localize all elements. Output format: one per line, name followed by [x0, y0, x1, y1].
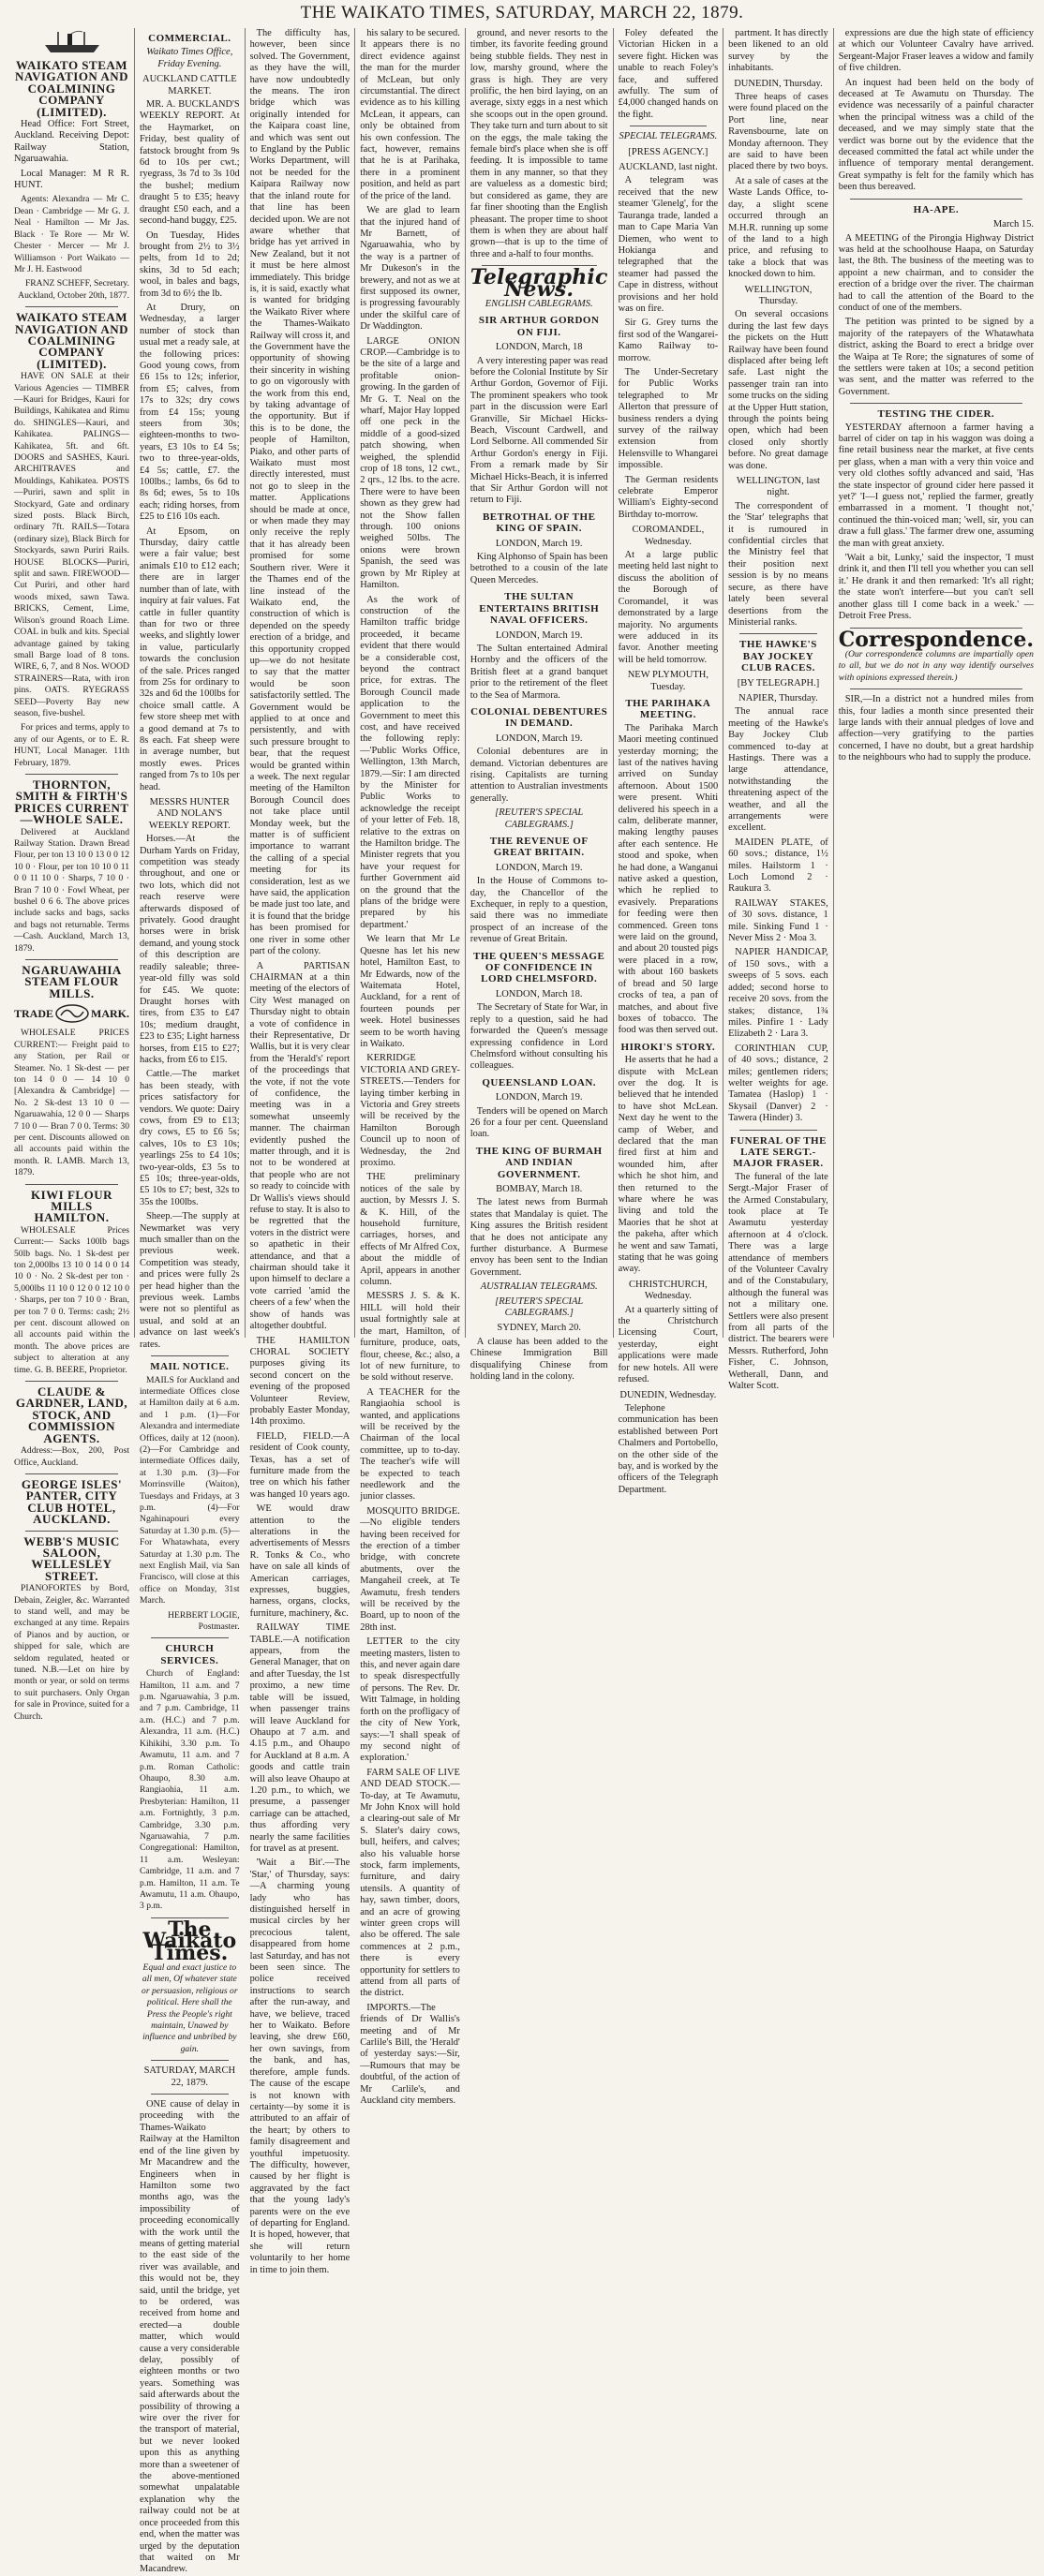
news-dateline: SYDNEY, March 20. [497, 1323, 581, 1334]
column-6-special-telegrams [613, 28, 723, 1495]
trade-label: TRADE [14, 1007, 54, 1021]
column-4-local-news [354, 28, 465, 2107]
news-headline: HIROKI'S STORY. [620, 1041, 716, 1053]
news-paragraph: King Alphonso of Spain has been betrothed to a cousin of the late Queen Mercedes. [470, 552, 608, 585]
church-services-body: Church of England: Hamilton, 11 a.m. and 7 p.m. Ngaruawahia, 3 p.m. and 7 p.m. Cambridge, 11 a.m. (H.C.) and 7 p.m. Alexandra, 11 a.m. (H.C.) Kihikihi, 3.30 p.m. To Awamutu, 11 a.m. and 7 p.m. Roman Catholic: Ohaupo, 8.30 a.m. Rangiaohia, 11 a.m. Presbyterian: Hamilton, 11 a.m. Fortnightly, 3 p.m. Cambridge, 3.30 p.m. Ngaruawahia, 7 p.m. Congregational: Hamilton, 11 a.m. Wesleyan: Cambridge, 11 a.m. and 7 p.m. Hamilton, 11 a.m. Te Awamutu, 11 a.m. Ohaupo, 3 p.m. [140, 1668, 240, 1912]
news-headline: COLONIAL DEBENTURES IN DEMAND. [470, 705, 608, 730]
divider [25, 959, 118, 960]
article-paragraph: THE preliminary notices of the sale by auction, by Messrs J. S. & K. Hill, of the household furniture, carriages, horses, and effects of Mr Alfred Cox, about the middle of April, appears in another column. [360, 1172, 460, 1288]
article-paragraph: At Epsom, on Thursday, dairy cattle were a fair value; best animals £10 to £12 each; there are in larger number than of late, with inquiry at fair values. Fat cattle in fuller quantity than for two or three weeks, and slightly lower in value, particularly towards the conclusion of the sale. Prices ranged from 25s for ordinary to 32s and 6d the 100lbs for choice small cattle. A few store sheep met with a good demand at 7s to 8s each. Fat sheep were in average number, but mostly ewes. Prices ranged from 7s to 10s per head. [140, 526, 240, 792]
ad-claude-gardner-body: Address:—Box, 200, Post Office, Auckland. [14, 1445, 130, 1468]
news-paragraph: 'Wait a bit, Lunky,' said the inspector, 'I must drink it, and then I'll tell you whether you can sell it.' He drank it and then remarked: 'It's all right; the state won't interfere—but you can't sell another glass till I come back in a week.' — Detroit Free Press. [838, 553, 1034, 622]
trade-mark [14, 1003, 129, 1024]
steamship-icon [39, 30, 105, 56]
news-dateline: LONDON, March 19. [495, 629, 583, 641]
article-paragraph: A PARTISAN CHAIRMAN at a thin meeting of the electors of City West managed on Thursday night to obtain a vote of confidence in their Representative, Dr Wallis, but it is very clear from the 'Herald's' report of the proceedings that the vote, if not the vote of confidence, the meeting was in a somewhat unseemly manner. The chairman evidently pushed the matter through, and it is not to be wondered at that people who are not so ready to coincide with Dr Wallis's views should refuse to stay. It is also to be regretted that the voters in the district were so apathetic in their attendance, and that a chairman should take it upon himself to declare a vote carried 'amid the cheers of a few' when the show of hands was altogether doubtful. [249, 960, 350, 1332]
news-headline: SIR ARTHUR GORDON ON FIJI. [478, 315, 600, 338]
ad-thornton-body: Delivered at Auckland Railway Station. Drawn Bread Flour, per ton 13 10 0 13 0 0 12 10 0 · Flour, per ton 10 10 0 11 0 0 11 10 0 · Sharps, 7 10 0 · Bran 7 10 0 · Fowl Wheat, per bushel 0 6 6. The above prices include sacks and bags, sacks and bags not returnable. Terms—Cash. Auckland, March 13, 1879. [14, 826, 130, 954]
article-paragraph: FARM SALE OF LIVE AND DEAD STOCK.—To-day, at Te Awamutu, Mr John Knox will hold a clearing-out sale of Mr S. Slater's dairy cows, bull, heifers, and calves; also his valuable horse stock, farm implements, furniture, and dairy utensils. A quantity of hay, sawn timber, doors, and an acre of growing winter green crops will also be offered. The sale commences at 2 p.m., there is every opportunity for settlers to attend from all parts of the district. [360, 1767, 460, 1999]
news-paragraph: The Under-Secretary for Public Works telegraphed to Mr Allerton that pressure of business renders a dying survey of the railway extension from Helensville to Whangarei impossible. [618, 366, 719, 471]
column-7-provincial-news [723, 28, 833, 1392]
news-paragraph: The annual race meeting of the Hawke's Bay Jockey Club commenced to-day at Hastings. There was a large attendance, notwithstanding the threatening aspect of the weather, and all the arrangements were excellent. [728, 706, 828, 834]
divider [25, 306, 118, 307]
news-paragraph: Telephone communication has been established between Port Chalmers and Portobello, on the other side of the bay, and is worked by the officers of the Telegraph Department. [618, 1402, 719, 1495]
news-dateline: DUNEDIN, Thursday. [734, 78, 823, 89]
commercial-heading: COMMERCIAL. [148, 33, 231, 44]
article-paragraph: At Drury, on Wednesday, a larger number of stock than usual met a ready sale, at the following prices: Good young cows, from £6 15s to 12s; inferior, from £5; calves, from 17s to 32s; dry cows from £4 15s; young steers from 30s; eighteen-months to two-years, £3 10s to £4 5s; two to three-year-olds, £4 5s; cattle, £7. the 100lbs.; lambs, 6s 6d to 8s 6d; ewes, 5s to 10s each; riding horses, from £25 to £16 10s each. [140, 302, 240, 523]
editorial-paragraph: ONE cause of delay in proceeding with the Thames-Waikato Railway at the Hamilton end of the line given by Mr Macandrew and the Engineers when in Hamilton some two months ago, was the impossibility of proceeding economically with the work until the means of getting material to the east side of the river was available, and this would not be, they said, until the bridge, yet to be ordered, was received from home and erected—a double matter, which would cause a very considerable delay, possibly of eighteen months or two years. Something was said afterwards about the possibility of throwing a wire over the river for the transport of material, but we never looked upon this as anything more than a sweetener of the above-mentioned somewhat unpalatable explanation why the railway could not be at once proceeded from this end, when the matter was urged by the deputation that waited on Mr Macandrew. [140, 2099, 240, 2575]
news-dateline: AUCKLAND, last night. [619, 162, 718, 173]
news-headline: THE PARIHAKA MEETING. [625, 697, 711, 721]
article-paragraph: As the work of construction of the Hamilton traffic bridge proceeded, it became evident that there would be a considerable cost, beyond the contract price, for extras. The Borough Council made application to the Government to meet this cost, and have received the following reply:—'Public Works Office, Wellington, 13th March, 1879.—Sir: I am directed by the Minister for Public Works to acknowledge the receipt of your letter of Feb. 18, relative to the extras on the Hamilton bridge. The Minister regrets that you have your request for further Government aid on the ground that the plans of the bridge were prepared by his department.' [360, 594, 460, 930]
news-dateline: NAPIER, Thursday. [738, 692, 818, 703]
article-paragraph: his salary to be secured. It appears there is no direct evidence against the man for the murder of McLean, but only circumstantial. The direct evidence as to his killing McLean, it appears, can only be obtained from his own confession. The fact, however, remains that he is at Parihaka, there in a prominent position, and held as part of the price of the land. [360, 28, 460, 201]
correspondence-note: (Our correspondence columns are impartially open to all, but we do not in any way identify ourselves with opinions expressed therein.) [838, 648, 1034, 683]
divider [25, 1381, 118, 1382]
ad-timber-terms: For prices and terms, apply to any of our Agents, or to E. R. HUNT, Local Manager. 11th February, 1879. [14, 722, 130, 768]
correspondence-heading: Correspondence. [838, 627, 1034, 652]
article-paragraph: THE HAMILTON CHORAL SOCIETY purposes giving its second concert on the evening of the proposed Volunteer Review, probably Easter Monday, 14th proximo. [249, 1335, 350, 1428]
mail-notice-signature: HERBERT LOGIE, Postmaster. [168, 1609, 240, 1633]
news-paragraph: The Secretary of State for War, in reply to a question, said he had forwarded the Queen's message expressing confidence in Lord Chelmsford without consulting his colleagues. [470, 1002, 608, 1072]
news-paragraph: In the House of Commons to-day, the Chancellor of the Exchequer, in reply to a question, said there was no immediate prospect of an increase of the revenue of Great Britain. [470, 876, 608, 945]
article-paragraph: LETTER to the city meeting masters, listen to this, and never again dare to speak disrespectfully of persons. The Rev. Dr. Witt Talmage, in holding forth on the profligacy of the city of New York, says:—'I shall speak of my second night of exploration.' [360, 1636, 460, 1764]
news-paragraph: At a sale of cases at the Waste Lands Office, to-day, a slight scene occurred through an M.H.R. running up some of the land to a high price, and refusing to take a block that was knocked down to him. [728, 175, 828, 280]
column-1-advertisements [9, 28, 134, 1722]
article-paragraph: We are glad to learn that the injured hand of Mr Barnett, of Ngaruawahia, who by the way is a partner of Mr Dukeson's in the brewery, and not as we at first supposed its owner, is progressing favourably under the skilful care of Dr Waddington. [360, 205, 460, 333]
masthead: THE WAIKATO TIMES, SATURDAY, MARCH 22, 1879. [300, 3, 744, 22]
news-paragraph: At a large public meeting held last night to discuss the abolition of the Borough of Coromandel, it was demonstrated by a large majority. No arguments were adduced in its favor. Another meeting will be held tomorrow. [618, 550, 719, 665]
news-paragraph: YESTERDAY afternoon a farmer having a barrel of cider on tap in his waggon was doing a fine retail business near the market, at five cents per glass, when a man with a very thin voice and very old clothes softly advanced and said, 'Has the state inspector of ground cider here passed it yet?' 'I—I guess not,' replied the farmer, greatly embarrassed in a moment. 'I thought not,' continued the thin-voiced man; 'well, sir, you can draw a full glass.' The farmer drew one, assuming the man with great anxiety. [838, 422, 1034, 549]
news-headline: THE SULTAN ENTERTAINS BRITISH NAVAL OFFICERS. [479, 591, 600, 627]
ad-kiwi-mills-title: KIWI FLOUR MILLS HAMILTON. [31, 1187, 112, 1225]
news-paragraph: Sir G. Grey turns the first sod of the Wangarei-Kamo Railway to-morrow. [618, 318, 719, 363]
news-paragraph: On several occasions during the last few days the pickets on the Hutt Railway have been found displaced after being left safe. Last night the passenger train ran into some trucks on the siding at the Upper Hutt station, through the points being open, which had been closed only shortly before. No great damage was done. [728, 309, 828, 471]
race-result: NAPIER HANDICAP, of 150 sovs., with a sweeps of 5 sovs. each added; second horse to receive 20 sovs. from the stakes; distance, 1¾ miles. Pinfire 1 · Lady Elizabeth 2 · Lara 3. [728, 947, 828, 1040]
news-headline: HA-APE. [913, 203, 960, 215]
column-8-correspondence [833, 28, 1038, 1338]
news-dateline: LONDON, March, 18 [495, 342, 583, 353]
news-paragraph: Tenders will be opened on March 26 for a four per cent. Queensland loan. [470, 1105, 608, 1140]
divider [151, 1637, 229, 1638]
article-paragraph: Cattle.—The market has been steady, with prices satisfactory for vendors. We quote: Dairy cows, from £9 to £13; dry cows, £5 to £6 5s; calves, 10s to £3 10s; yearlings 25s to £4 10s; two-year-olds, £3 5s to £5 10s; three-year-olds, £5 10s to £7; best, 32s to 35s the 100lbs. [140, 1069, 240, 1207]
news-dateline: LONDON, March 19. [495, 862, 583, 873]
article-paragraph: IMPORTS.—The friends of Dr Wallis's meeting and of Mr Carlile's Bill, the 'Herald' of yesterday says:—Sir,—Rumours that may be doubtful, of the action of Mr Carlile's, and Auckland city members. [360, 2002, 460, 2107]
divider [25, 1531, 118, 1532]
ad-thornton-title: THORNTON, SMITH & FIRTH'S PRICES CURRENT—WHOLE SALE. [14, 777, 129, 827]
news-dateline: LONDON, March 19. [495, 538, 583, 549]
news-paragraph: expressions are due the high state of efficiency at which our Volunteer Cavalry have arrived. Sergeant-Major Fraser leaves a widow and family of five children. [838, 28, 1034, 74]
column-3-editorial [245, 28, 355, 2275]
news-paragraph: At a quarterly sitting of the Christchurch Licensing Court, yesterday, eight applications were made for new hotels. All were refused. [618, 1304, 719, 1385]
divider [850, 199, 1022, 200]
ad-music-saloon-body: PIANOFORTES by Bord, Debain, Zeigler, &c. Warranted to stand well, and may be exchanged at any time. Repairs of Pianos and by auction, or shipped for sale, which are seldom regulated, heated or tuned. N.B.—Let on hire by month or year, or sold on terms to suit purchasers. Only Organ for sale in Province, suited for a Church. [14, 1583, 130, 1722]
news-dateline: March 15. [992, 219, 1034, 230]
editorial-dateline: SATURDAY, MARCH 22, 1879. [143, 2065, 236, 2088]
article-paragraph: FIELD, FIELD.—A resident of Cook county, Texas, has a set of furniture made from the tree on which his father was hanged 10 years ago. [249, 1430, 350, 1500]
news-dateline: LONDON, March 18. [495, 988, 583, 999]
divider [850, 688, 1022, 689]
reuter-subheading: [REUTER'S SPECIAL CABLEGRAMS.] [495, 1295, 584, 1319]
trade-mark-emblem-icon [53, 1003, 91, 1024]
news-paragraph: A telegram was received that the new steamer 'Glenelg', for the Tauranga trade, landed a man to Cape Maria Van Diemen, who went to Hokianga and telegraphed that the steamer had passed the Cape in distress, without provisions and her hold was on fire. [618, 175, 719, 314]
news-paragraph: The petition was printed to be signed by a majority of the ratepayers of the Whatawhata district, asking the Board to erect a bridge over the Waipa at Te Rore; the signatures of some of the settlers were taken at 10s; a second petition was sent, and the matter was referred to the Government. [838, 317, 1034, 397]
news-headline: THE QUEEN'S MESSAGE OF CONFIDENCE IN LORD CHELMSFORD. [473, 950, 605, 985]
article-paragraph: ground, and never resorts to the timber, its favorite feeding ground being stubble fields. They nest in low, marshy ground, where the grass is high. They are very prolific, the hen bird laying, on an average, sixty eggs in a nest which she scoops out in the open ground. They take turn and turn about to sit on the eggs, the male taking the female bird's place when she is off feeding. It is impossible to tame them in any manner, so that they are valueless as a domestic bird; but considered as game, they are far finer shooting than the English pheasant. The proper time to shoot them is when they are about half grown—that is up to the time of three and a-half to four months. [470, 28, 608, 259]
ad-steam-navigation-manager: Local Manager: M R R. HUNT. [14, 168, 130, 191]
ad-timber-title: WAIKATO STEAM NAVIGATION AND COALMINING COMPANY (LIMITED). [15, 310, 129, 371]
divider [25, 1473, 118, 1474]
news-headline: THE KING OF BURMAH AND INDIAN GOVERNMENT. [475, 1145, 603, 1180]
news-dateline: DUNEDIN, Wednesday. [619, 1389, 717, 1400]
divider [151, 1355, 229, 1356]
article-paragraph: RAILWAY TIME TABLE.—A notification appears, from the General Manager, that on and after Tuesday, the 1st proximo, a new time table will be issued, when passenger trains will leave Auckland for Ohaupo at 7 a.m. and 4.15 p.m., and Ohaupo for Auckland at 8 a.m. A goods and cattle train will also leave Ohaupo at 1.20 p.m., to which, we presume, a passenger carriage can be attached, thus affording very nearly the same facilities for travel as at present. [249, 1622, 350, 1854]
editorial-paragraph: The difficulty has, however, been since solved. The Government, as they have the will, have now undoubtedly the means. The iron bridge which was originally intended for the Kaipara coast line, and which was sent out to England by the Public Works Department, will not be needed for the Kaipara Railway now that the inland route for that line has been decided upon. We are not aware whether that bridge has yet arrived in New Zealand, but it not it must be here almost immediately. This bridge is, it is said, exactly what is wanted for bridging the Waikato River where the Thames-Waikato Railway will cross it, and the Government have the opportunity of showing their sincerity in wishing to go on vigorously with the work from this end, by taking advantage of the opportunity. But if this is to be done, the people of Hamilton, Piako, and other parts of Waikato must most directly interested, must not go to sleep in the matter. Applications should be made at once, or when made they may only receive the reply that it has already been promised for some Southern river. Were it the Thames end of the line instead of the Waikato end, the construction of which is depended on the speedy erection of a bridge, and this opportunity cropped up—we do not hesitate to say that the matter would be soon satisfactorily settled. The Government would be applied to at once and persistently, and with such pressure brought to bear, that the request would be granted within a week. The next regular meeting of the Hamilton Borough Council does not take place until Monday week, but the matter is of sufficient importance to warrant the calling of a special meeting for its consideration, lest as we have said, the application be made just too late, and it is found that the bridge has been promised for one river in some other part of the colony. [249, 28, 350, 957]
mark-label: MARK. [91, 1007, 130, 1021]
divider [25, 774, 118, 775]
news-paragraph: A MEETING of the Pirongia Highway District was held at the schoolhouse Haapa, on Saturday last, the 8th. The business of the meeting was to appoint a new chairman, and to consider the erection of a bridge over the river. The chairman had to call the attention of the Board to the conduct of one of the members. [838, 232, 1034, 313]
column-5-telegraphic-news [465, 28, 613, 1383]
letter-paragraph: SIR,—In a district not a hundred miles from this, four ladies a month since presented their large lands with their annual pledges of love and affection—very gratifying to the parties concerned, I have no doubt, but a great hardship to the neighbours who had to supply the produce. [838, 694, 1034, 763]
ad-timber-body: HAVE ON SALE at their Various Agencies — TIMBER—Kauri for Bridges, Kauri for Buildings, Kahikatea and Rimu do. SHINGLES—Kauri, and Kahikatea. PALINGS—Kahikatea, 5ft. and 6ft. DOORS and SASHES, Kauri. ARCHITRAVES and Mouldings, Kahikatea. POSTS—Puriri, sawn and split in Stockyard, Gate and ordinary sized posts. Black Birch, ordinary 7ft. RAILS—Totara (ordinary size), Black Birch for Stockyards, sawn Puriri Rails. HOUSE BLOCKS—Puriri, split and sawn. FIREWOOD—Cut Puriri, and other hard woods mixed, sawn Tawa. BRICKS, Cement, Lime, Wilson's ground Roach Lime. COAL in bulk and kits. Special advantage gained by taking small Barge load of 8 tons. WIRE, 6, 7, and 8 Nos. WOOD STRAINERS—Rata, with iron pins. OATS. RYEGRASS SEED—Poverty Bay new season, five-bushel. [14, 371, 130, 718]
news-paragraph: Colonial debentures are in demand. Victorian debentures are rising. Capitalists are turning attention to Australian investments generally. [470, 747, 608, 804]
paper-motto: Equal and exact justice to all men, Of whatever state or persuasion, religious or political. Here shall the Press the People's right maintain, Unawed by influence and unbribed by gain. [142, 1962, 238, 2054]
ad-steam-navigation-offices: Head Office: Fort Street, Auckland. Receiving Depot: Railway Station, Ngaruawahia. [14, 119, 130, 165]
news-headline: TESTING THE CIDER. [877, 408, 995, 421]
special-telegrams-subheading: SPECIAL TELEGRAMS. [619, 131, 718, 142]
news-dateline: WELLINGTON, last night. [736, 476, 820, 498]
news-headline: QUEENSLAND LOAN. [482, 1076, 597, 1088]
news-paragraph: He asserts that he had a dispute with McLean over the dog. It is believed that he intended to have shot McLean. Next day he went to the camp of Weber, and declared that the man fired first at him and wounded him, after which he shot him, and then returned to the whare where he was living and told the Maories that he shot at the pakeha, after which he went and saw Tamati, stating that he was going away. [618, 1055, 719, 1275]
press-agency-label: [PRESS AGENCY.] [628, 146, 708, 157]
news-paragraph: An inquest had been held on the body of deceased at Te Awamutu on Thursday. The evidence was necessarily of a painful character when the principal witness was a child of the deceased, and we may simply state that the verdict was borne out by the evidence that the deceased committed the fatal act while under the influence of temporary mental derangement. Great sympathy is felt for the family which has been thus bereaved. [838, 77, 1034, 193]
mail-notice-heading: MAIL NOTICE. [150, 1361, 230, 1373]
divider [850, 403, 1022, 404]
news-dateline: CHRISTCHURCH, Wednesday. [628, 1279, 708, 1302]
columns [9, 28, 1038, 2575]
news-headline: FUNERAL OF THE LATE SERGT.-MAJOR FRASER. [729, 1134, 827, 1170]
divider [151, 2060, 229, 2061]
ad-steam-navigation-agents: Agents: Alexandra — Mr C. Dean · Cambridge — Mr G. J. Neal · Hamilton — Mr Jas. Black · Te Rore — Mr W. Chester · Mercer — Mr J. Williamson · Port Waikato — Mr J. H. Eastwood [14, 194, 130, 274]
news-paragraph: The funeral of the late Sergt.-Major Fraser of the Armed Constabulary, took place at Te Awamutu yesterday afternoon at 4 o'clock. There was a large attendance of members of the Volunteer Cavalry and of the Constabulary, although the funeral was not a military one. Settlers were also present from all parts of the district. The bearers were Messrs. Rutherford, John Fisher, C. Johnson, Wetherall, Dann, and Walter Scott. [728, 1171, 828, 1392]
article-paragraph: On Tuesday, Hides brought from 2½ to 3½ pelts, from 1d to 2d; skins, 3d to 5d each; wool, in bales and bags, from 3d to 6½ the lb. [140, 229, 240, 299]
reuter-subheading: [REUTER'S SPECIAL CABLEGRAMS.] [495, 807, 584, 830]
ad-music-saloon-title: WEBB'S MUSIC SALOON, WELLESLEY STREET. [23, 1533, 120, 1583]
telegraphic-news-heading: Telegraphic News. [470, 265, 608, 302]
news-headline: THE HAWKE'S BAY JOCKEY CLUB RACES. [739, 639, 817, 674]
article-paragraph: MOSQUITO BRIDGE.—No eligible tenders having been received for the erection of a timber bridge, with concrete abutments, over the Mangaheil creek, at Te Awamutu, fresh tenders will be received by the Board, up to noon of the 28th inst. [360, 1505, 460, 1633]
ad-flour-mills-body: WHOLESALE PRICES CURRENT:— Freight paid to any Station, per Rail or Steamer. No. 1 Sk-dest — per ton 14 0 0 — 14 10 0 [Alexandra & Cambridge] — No. 2 Sk-dest 13 10 0 — Ngaruawahia, 12 0 0 — Sharps 7 10 0 — Bran 7 0 0. Terms: 30 per cent. Discounts allowed on all accounts paid within the month. R. LAMB. March 13, 1879. [14, 1028, 130, 1178]
article-paragraph: MR. A. BUCKLAND'S WEEKLY REPORT. At the Haymarket, on Friday, best quality of fatstock brought from 9s 6d to 10s per cwt.; ryegrass, 3s 7d to 3s 10d the bushel; medium draught 5 to £35; heavy draught £50 each, and a second-hand buggy, £25. [140, 99, 240, 227]
news-paragraph: The German residents celebrate Emperor William's Eighty-second Birthday to-morrow. [618, 474, 719, 520]
news-paragraph: The Sultan entertained Admiral Hornby and the officers of the British fleet at a grand banquet prior to the retirement of the fleet to the Sea of Marmora. [470, 643, 608, 701]
article-paragraph: We learn that Mr Le Quesne has let his new hotel, Hamilton East, to Mr Edwards, now of the Waitemata Hotel, Auckland, for a rent of fourteen pounds per week. Hotel businesses seem to be worth having in Waikato. [360, 934, 460, 1049]
divider [25, 1184, 118, 1185]
column-2-commercial [134, 28, 245, 2575]
race-result: MAIDEN PLATE, of 60 sovs.; distance, 1½ miles. Hailstorm 1 · Loch Lomond 2 · Raukura 3. [728, 836, 828, 895]
ad-kiwi-mills-body: WHOLESALE Prices Current:— Sacks 100lb bags 50lb bags. No. 1 Sk-dest per ton 2,000lbs 13 10 0 14 0 0 14 10 0 · No. 2 Sk-dest per ton · 5,000lbs 11 10 0 12 0 0 12 10 0 · Sharps, per ton 7 10 0 · Bran, per ton 7 0 0. Terms: cash; 2½ per cent. discount allowed on all accounts paid within the month. The above prices are subject to alteration at any time. G. B. BEERE, Proprietor. [14, 1224, 130, 1375]
news-dateline: LONDON, March 19. [495, 733, 583, 744]
news-headline: BETROTHAL OF THE KING OF SPAIN. [482, 511, 596, 535]
ad-steam-navigation-title: WAIKATO STEAM NAVIGATION AND COALMINING COMPANY (LIMITED). [15, 58, 129, 119]
commercial-dateline: Waikato Times Office, Friday Evening. [146, 47, 233, 69]
news-paragraph: Foley defeated the Victorian Hicken in a severe fight. Hicken was unable to reach Foley's face, and suffered awfully. The sum of £4,000 changed hands on the fight. [618, 28, 719, 120]
divider [739, 633, 817, 634]
ad-city-club-title: GEORGE ISLES' PANTER, CITY CLUB HOTEL, AUCKLAND. [21, 1476, 123, 1527]
article-paragraph: 'Wait a Bit'.—The 'Star,' of Thursday, says:—A charming young lady who has distinguished herself in musical circles by her precocious talent, disappeared from home last Saturday, and has not been seen since. The police received instructions to search after the run-away, and have, we believe, traced her to Waikato. Before leaving, she drew £60, her own savings, from the bank, and has, therefore, ample funds. The cause of the escape is not known with certainty—by some it is attributed to an affair of the heart; by others to family disagreement and youthful impetuosity. The difficulty, however, caused by her flight is aggravated by the fact that the young lady's parents were on the eve of departing for England. It is hoped, however, that she will return voluntarily to her home in time to join them. [249, 1858, 350, 2275]
mail-notice-body: MAILS for Auckland and intermediate Offices close at Hamilton daily at 6 a.m. and 1 p.m. (1)—For Alexandra and intermediate Offices, daily at 12 (noon). (2)—For Cambridge and intermediate Offices daily, at 1.30 p.m. (3)—For Morrinsville (Waiton), Tuesdays and Fridays, at 3 p.m. (4)—For Ngahinapouri every Saturday at 1.30 p.m. (5)—For Whatawhata, every Saturday at 1.30 p.m. The next English Mail, via San Francisco, will close at this office on Monday, 31st March. [140, 1374, 240, 1606]
news-headline: THE REVENUE OF GREAT BRITAIN. [489, 836, 589, 859]
news-dateline: LONDON, March 19. [495, 1092, 583, 1103]
telegraph-label: [BY TELEGRAPH.] [737, 677, 820, 688]
australian-telegrams-subheading: AUSTRALIAN TELEGRAMS. [480, 1281, 598, 1293]
news-dateline: COROMANDEL, Wednesday. [632, 525, 705, 547]
article-paragraph: WE would draw attention to the alterations in the advertisements of Messrs R. Tonks & Co., who have on sale all kinds of American carriages, expresses, buggies, harness, organs, clocks, furniture, machinery, &c. [249, 1503, 350, 1619]
news-dateline: NEW PLYMOUTH, Tuesday. [627, 670, 708, 692]
race-result: RAILWAY STAKES, of 30 sovs. distance, 1 mile. Sinking Fund 1 · Never Miss 2 · Moa 3. [728, 897, 828, 944]
race-result: CORINTHIAN CUP, of 40 sovs.; distance, 2 miles; gentlemen riders; welter weights for age. Tamatea (Haslop) 1 · Skysail (Danver) 2 · Tawera (Hinder) 3. [728, 1043, 828, 1124]
paper-title: The Waikato Times. [142, 1917, 237, 1965]
article-paragraph: KERRIDGE VICTORIA AND GREY-STREETS.—Tenders for laying timber kerbing in Victoria and Grey streets will be received by the Hamilton Borough Council up to noon of Wednesday, the 2nd proximo. [360, 1053, 460, 1168]
article-paragraph: Sheep.—The supply at Newmarket was very much smaller than on the previous week. Competition was steady, and prices were fully 2s per head higher than the previous week. Lambs were not so plentiful as usual, and sold at an advance on last week's rates. [140, 1211, 240, 1350]
news-paragraph: partment. It has directly been likened to an old survey by the inhabitants. [728, 28, 828, 74]
divider [739, 1130, 817, 1131]
ad-flour-mills-title: NGARUAWAHIA STEAM FLOUR MILLS. [22, 963, 122, 1000]
church-services-heading: CHURCH SERVICES. [160, 1643, 219, 1666]
news-paragraph: The latest news from Burmah states that Mandalay is quiet. The King assures the British resident that he does not anticipate any further disturbance. A Burmese envoy has been sent to the Indian Government. [470, 1197, 608, 1278]
cattle-market-heading: AUCKLAND CATTLE MARKET. [142, 74, 237, 96]
news-dateline: BOMBAY, March 18. [496, 1183, 583, 1194]
news-paragraph: A clause has been added to the Chinese Immigration Bill disqualifying Chinese from holding land in the colony. [470, 1336, 608, 1383]
divider [151, 2094, 229, 2095]
article-paragraph: A TEACHER for the Rangiaohia school is wanted, and applications will be received by the Chairman of the local committee, up to to-day. The teacher's wife will be expected to teach needlework and the junior classes. [360, 1386, 460, 1503]
news-paragraph: The correspondent of the 'Star' telegraphs that it is rumoured in confidential circles that the Ministry feel that their position next session is by no means secure, as there have lately been several desertions from the Ministerial ranks. [728, 500, 828, 628]
article-paragraph: Horses.—At the Durham Yards on Friday, competition was steady throughout, and one or two lots, which did not reach reserve were afterwards disposed of privately. Good draught horses were in brisk demand, and young stock of this description are readily saleable; three-year-old filly was sold for £45. We quote: Draught horses with tires, from £35 to £47 10s; medium draught, £23 to £35; Light harness horses, from £15 to £27; hacks, from £6 to £15. [140, 834, 240, 1065]
news-paragraph: Three heaps of cases were found placed on the Port line, near Ravensbourne, late on Monday afternoon. They are said to have been placed there by two boys. [728, 92, 828, 172]
article-paragraph: MESSRS J. S. & K. HILL will hold their usual fortnightly sale at the mart, Hamilton, of furniture, produce, oats, flour, cheese, &c.; also, a lot of new furniture, to be sold without reserve. [360, 1291, 460, 1384]
report-heading: MESSRS HUNTER AND NOLAN'S WEEKLY REPORT. [148, 797, 231, 831]
news-dateline: WELLINGTON, Thursday. [744, 284, 813, 306]
cablegrams-subheading: ENGLISH CABLEGRAMS. [485, 298, 593, 309]
ad-claude-gardner-title: CLAUDE & GARDNER, LAND, STOCK, AND COMMISSION AGENTS. [15, 1384, 128, 1445]
news-paragraph: A very interesting paper was read before the Colonial Institute by Sir Arthur Gordon, Governor of Fiji. The prominent speakers who took part in the discussion were Earl Granville, Sir Michael Hicks-Beach, Viscount Cardwell, and Lord Selborne. All commended Sir Arthur Gordon's energy in Fiji. From a remark made by Sir Michael Hicks-Beach, it is inferred that Sir Arthur Gordon will not return to Fiji. [470, 355, 608, 506]
article-paragraph: LARGE ONION CROP.—Cambridge is to be the site of a large and profitable onion-growing. In the garden of Mr G. T. Neal on the wharf, Major Hay lopped off one peck in the middle of a good-sized patch showing, when weighed, the splendid crop of 18 tons, 12 cwt., 2 qrs., 12 lbs. to the acre. There were to have been shown as they grew had not the Show fallen through. 100 onions weighed 50lbs. The onions were brown Spanish, the seed was grown by Mr Ripley at Hamilton. [360, 335, 460, 591]
ad-steam-navigation-signature: FRANZ SCHEFF, Secretary. Auckland, October 20th, 1877. [18, 278, 130, 301]
news-paragraph: The Parihaka March Maori meeting continued yesterday morning; the last of the natives having arrived on Sunday afternoon. About 1500 were present. Whiti delivered his speech in a calm, deliberate manner, making lengthy pauses after each sentence. He stood and spoke, when he had done, a Wanganui native asked a question, which he replied to evasively. Preparations for feeding were then commenced. Green tons were laid on the ground, and about 20 tousted pigs were placed in a row, with about 160 baskets of bread and 50 large crocks of tea, a pan of matches, and about five boxes of tobacco. The food was then served out. [618, 722, 719, 1036]
